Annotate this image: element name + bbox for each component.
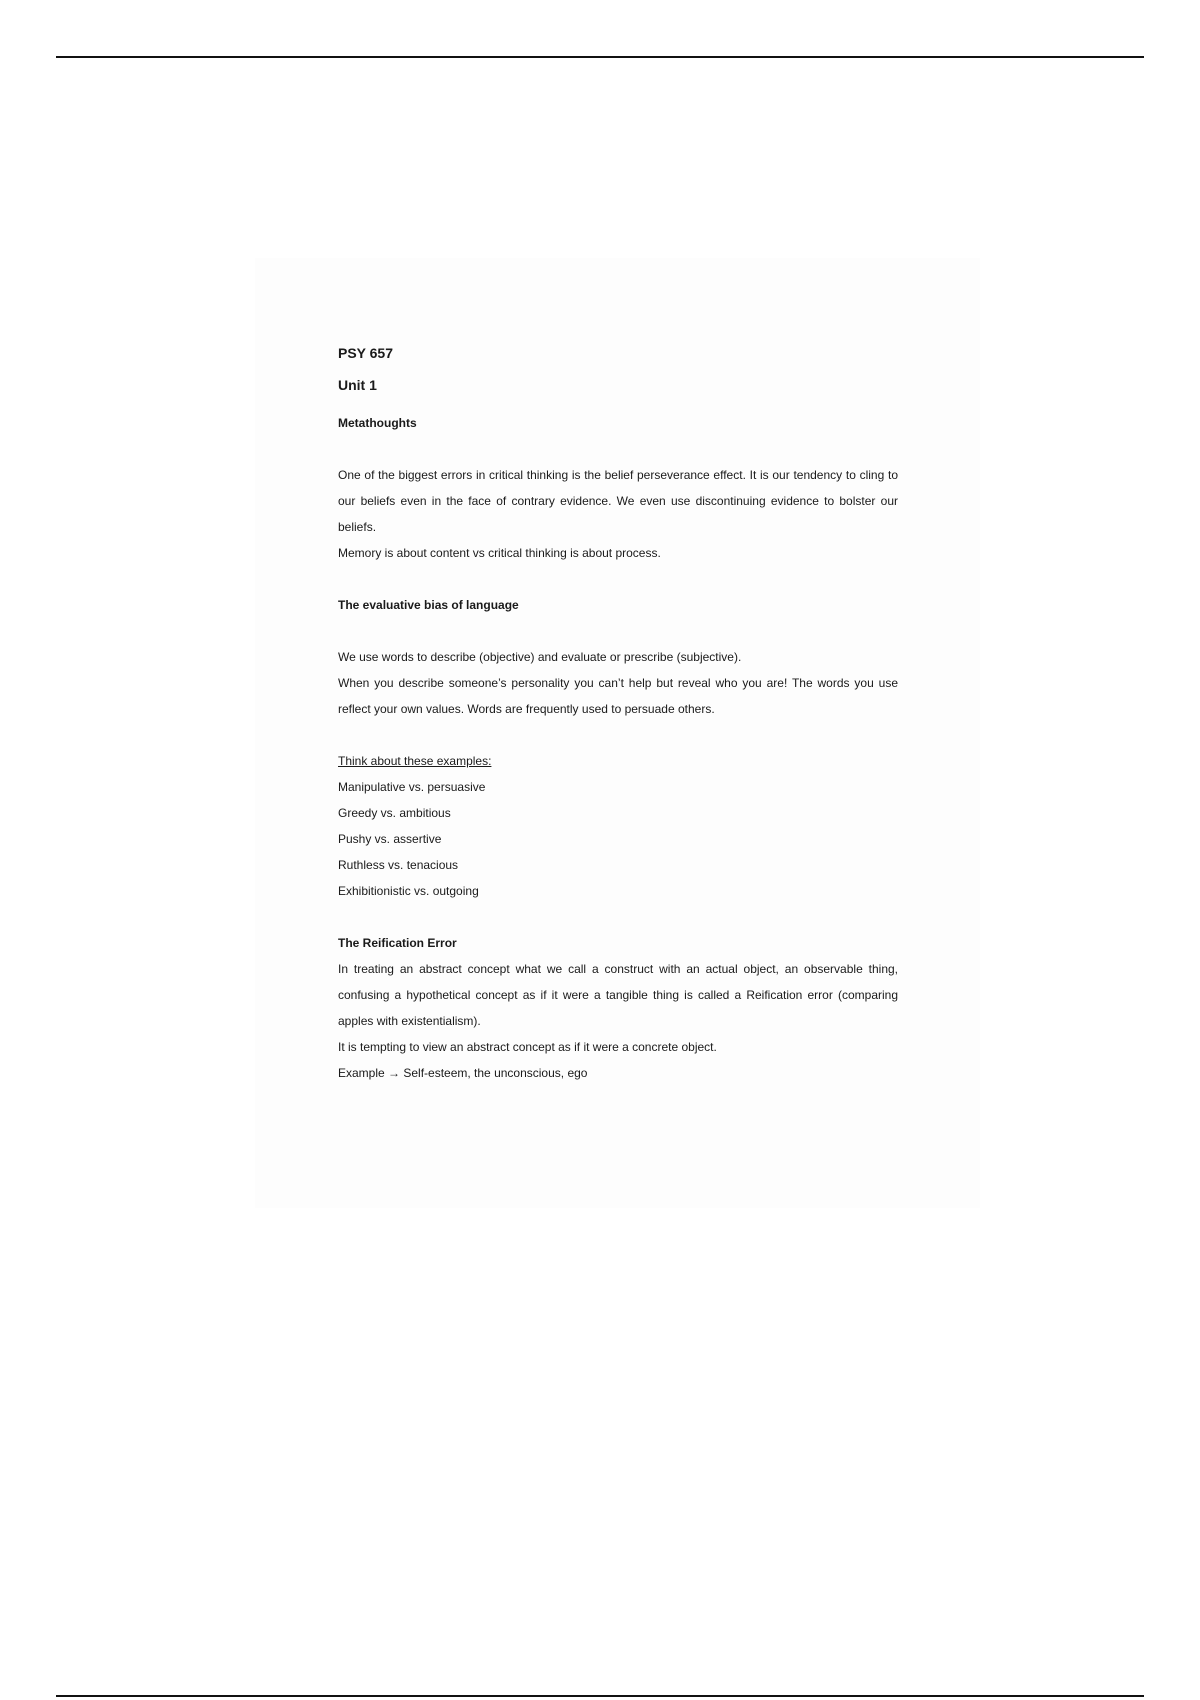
reification-example: Example → Self-esteem, the unconscious, ego: [338, 1066, 588, 1080]
reification-paragraph: In treating an abstract concept what we call a construct with an actual object, an observable thing, confusing a hypothetical concept as if it were a tangible thing is called a Reification error (comparing apples with existentialism).: [338, 962, 898, 1028]
spacer: [338, 618, 898, 644]
spacer: [338, 904, 898, 930]
unit-title: Unit 1: [338, 377, 377, 393]
course-title: PSY 657: [338, 345, 394, 361]
metathoughts-paragraph: Memory is about content vs critical thinking is about process.: [338, 546, 661, 560]
examples-intro: Think about these examples:: [338, 754, 492, 768]
evaluative-bias-paragraph: We use words to describe (objective) and evaluate or prescribe (subjective).: [338, 650, 742, 664]
spacer: [338, 436, 898, 462]
example-item: Greedy vs. ambitious: [338, 806, 451, 820]
evaluative-bias-heading: The evaluative bias of language: [338, 598, 519, 612]
metathoughts-paragraph: One of the biggest errors in critical thinking is the belief perseverance effect. It is our tendency to cling to our beliefs even in the face of contrary evidence. We even use discontinuing evidence to bolster our beliefs.: [338, 468, 898, 534]
example-item: Exhibitionistic vs. outgoing: [338, 884, 479, 898]
example-item: Manipulative vs. persuasive: [338, 780, 486, 794]
top-rule: [56, 56, 1144, 58]
spacer: [338, 566, 898, 592]
reification-heading: The Reification Error: [338, 936, 457, 950]
metathoughts-heading: Metathoughts: [338, 416, 417, 430]
spacer: [338, 722, 898, 748]
evaluative-bias-paragraph: When you describe someone’s personality you can’t help but reveal who you are! The words you use reflect your own values. Words are frequently used to persuade others.: [338, 676, 898, 716]
reification-paragraph: It is tempting to view an abstract concept as if it were a concrete object.: [338, 1040, 717, 1054]
document-body: [338, 338, 898, 1086]
example-item: Ruthless vs. tenacious: [338, 858, 459, 872]
example-item: Pushy vs. assertive: [338, 832, 442, 846]
bottom-rule: [56, 1695, 1144, 1697]
spacer: [338, 400, 898, 410]
